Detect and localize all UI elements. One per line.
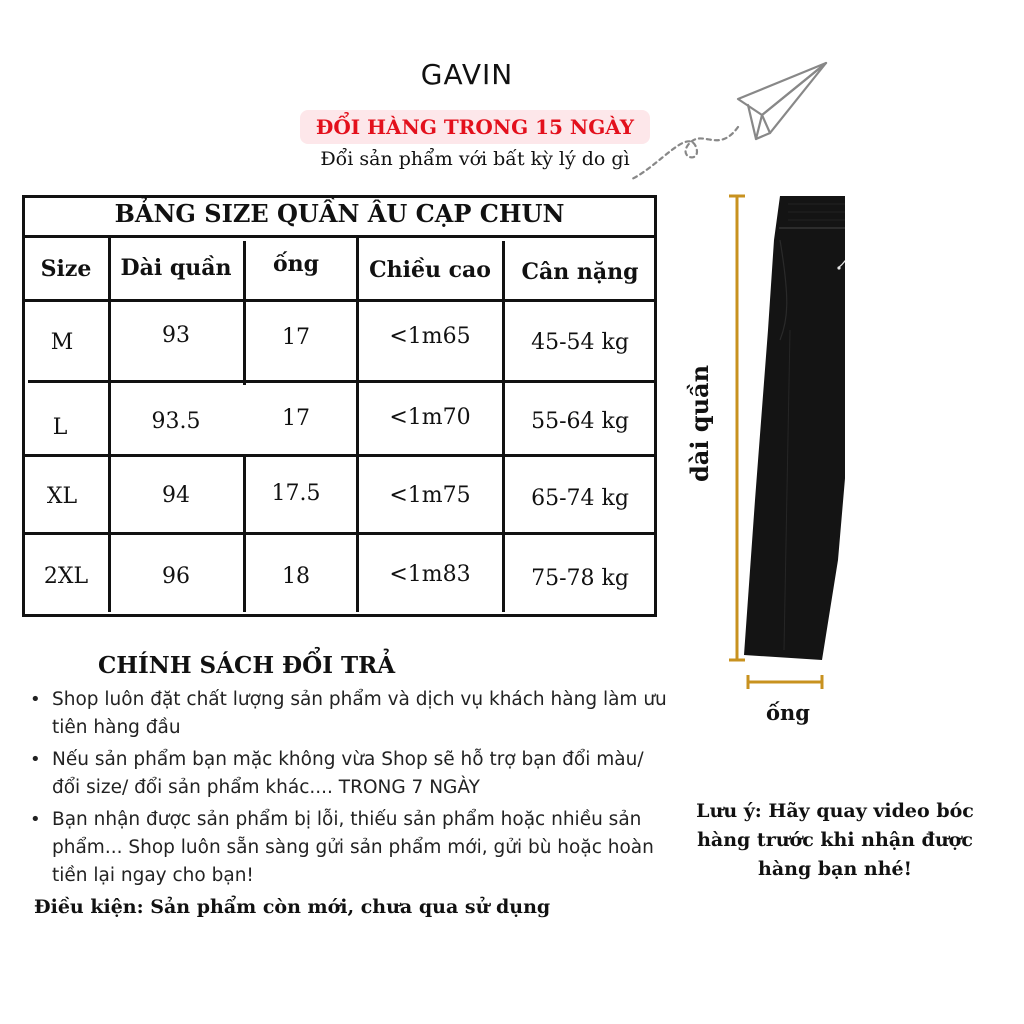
table-cell: 45-54 kg xyxy=(531,330,629,355)
pants-illustration xyxy=(725,190,845,690)
table-cell: 2XL xyxy=(43,564,89,589)
bullet-icon: • xyxy=(30,749,41,770)
table-cell: <1m83 xyxy=(389,562,471,587)
list-item xyxy=(30,686,670,742)
policy-text: Nếu sản phẩm bạn mặc không vừa Shop sẽ hỗ trợ bạn đổi màu/ đổi size/ đổi sản phẩm khác.... TRONG 7 NGÀY xyxy=(52,749,644,798)
policy-list xyxy=(30,686,670,894)
header-height: Chiều cao xyxy=(369,257,491,283)
policy-condition: Điều kiện: Sản phẩm còn mới, chưa qua sử dụng xyxy=(34,896,551,918)
brand-name: GAVIN xyxy=(420,58,514,91)
policy-text: Shop luôn đặt chất lượng sản phẩm và dịch vụ khách hàng làm ưu tiên hàng đầu xyxy=(52,689,667,738)
table-title: BẢNG SIZE QUẦN ÂU CẠP CHUN xyxy=(114,199,565,228)
table-cell: 75-78 kg xyxy=(531,566,629,591)
policy-title: CHÍNH SÁCH ĐỔI TRẢ xyxy=(98,652,396,679)
table-cell: 55-64 kg xyxy=(531,409,629,434)
table-cell: 17 xyxy=(282,406,310,431)
table-cell: 18 xyxy=(282,564,310,589)
table-divider xyxy=(22,532,657,535)
table-cell: 93 xyxy=(162,323,190,348)
length-measure-line xyxy=(729,196,745,660)
table-divider xyxy=(22,235,657,238)
leg-label: ống xyxy=(766,700,810,725)
table-divider xyxy=(22,454,657,457)
table-cell: <1m65 xyxy=(389,324,471,349)
paper-plane-icon xyxy=(630,55,830,190)
policy-text: Bạn nhận được sản phẩm bị lỗi, thiếu sản phẩm hoặc nhiều sản phẩm... Shop luôn sẵn sàng gửi sản phẩm mới, gửi bù hoặc hoàn tiền lại ngay cho bạn! xyxy=(52,809,654,886)
list-item xyxy=(30,746,670,802)
table-cell: 96 xyxy=(162,564,190,589)
table-cell: L xyxy=(52,415,68,440)
table-cell: 93.5 xyxy=(151,409,201,434)
table-cell: 65-74 kg xyxy=(531,486,629,511)
header-length: Dài quần xyxy=(120,255,232,281)
header-leg: ống xyxy=(272,251,320,277)
table-divider xyxy=(22,299,657,302)
table-cell: XL xyxy=(46,484,78,509)
list-item xyxy=(30,806,670,890)
table-divider xyxy=(28,380,657,383)
table-cell: 94 xyxy=(162,483,190,508)
bullet-icon: • xyxy=(30,809,41,830)
unboxing-note: Lưu ý: Hãy quay video bóc hàng trước khi nhận được hàng bạn nhé! xyxy=(696,800,974,880)
length-label: dài quần xyxy=(685,364,714,482)
promo-subtitle: Đổi sản phẩm với bất kỳ lý do gì xyxy=(320,148,630,170)
size-table xyxy=(22,195,655,615)
promo-badge: ĐỔI HÀNG TRONG 15 NGÀY xyxy=(300,110,650,144)
table-cell: M xyxy=(50,330,74,355)
header-size: Size xyxy=(40,256,92,282)
bullet-icon: • xyxy=(30,689,41,710)
leg-measure-line xyxy=(744,672,828,692)
table-cell: 17 xyxy=(282,325,310,350)
table-cell: <1m75 xyxy=(389,483,471,508)
table-cell: 17.5 xyxy=(271,481,321,506)
table-cell: <1m70 xyxy=(389,405,471,430)
header-weight: Cân nặng xyxy=(521,259,639,285)
